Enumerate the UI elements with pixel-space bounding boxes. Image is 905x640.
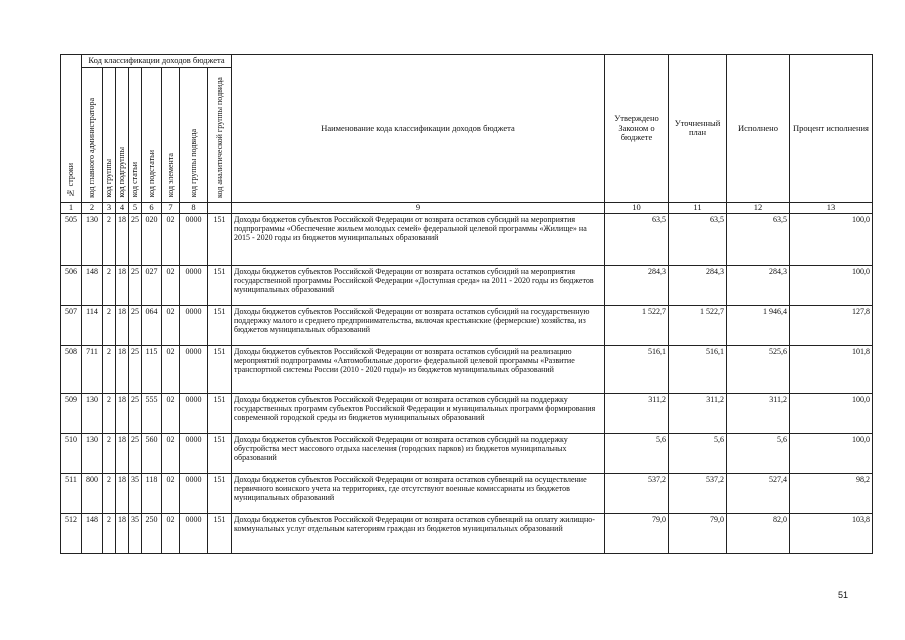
refined-value: 79,0 (669, 513, 727, 553)
revenue-description: Доходы бюджетов субъектов Российской Федерации от возврата остатков субвенций на осуществление первичного воинского учета на территориях, где отсутствуют военные комиссариаты из бюджетов муниципальных образований (232, 473, 605, 513)
code-subtype-group: 0000 (180, 265, 208, 305)
col-number: 12 (727, 202, 790, 213)
col-number: 1 (61, 202, 82, 213)
code-analytic-group: 151 (208, 265, 232, 305)
col-number: 13 (790, 202, 873, 213)
code-element: 02 (162, 305, 180, 345)
approved-value: 5,6 (605, 433, 669, 473)
table-row (61, 393, 873, 433)
revenue-description: Доходы бюджетов субъектов Российской Федерации от возврата остатков субсидий на мероприятия подпрограммы «Обеспечение жильем молодых семей» федеральной целевой программы «Жилище» на 2015 - 2020 годы из бюджетов муниципальных образований (232, 213, 605, 265)
code-element: 02 (162, 473, 180, 513)
code-subgroup: 18 (116, 345, 129, 393)
code-admin: 148 (82, 513, 103, 553)
code-group: 2 (103, 393, 116, 433)
code-subarticle: 115 (142, 345, 162, 393)
code-group: 2 (103, 473, 116, 513)
row-number: 508 (61, 345, 82, 393)
budget-revenue-table (60, 54, 873, 554)
percent-value: 127,8 (790, 305, 873, 345)
revenue-description: Доходы бюджетов субъектов Российской Федерации от возврата остатков субсидий на поддержку государственных программ субъектов Российской Федерации и муниципальных программ формирования современной городской среды из бюджетов муниципальных образований (232, 393, 605, 433)
revenue-description: Доходы бюджетов субъектов Российской Федерации от возврата остатков субсидий на реализацию мероприятий подпрограммы «Автомобильные дороги» федеральной целевой программы «Развитие транспортной системы России (2010 - 2020 годы)» из бюджетов муниципальных образований (232, 345, 605, 393)
table-row (61, 305, 873, 345)
code-analytic-group: 151 (208, 473, 232, 513)
col-number: 4 (116, 202, 129, 213)
header-code-group: Код классификации доходов бюджета (82, 55, 232, 68)
percent-value: 103,8 (790, 513, 873, 553)
column-number-row (61, 202, 873, 213)
col-number: 7 (162, 202, 180, 213)
header-executed: Исполнено (727, 55, 790, 203)
row-number: 510 (61, 433, 82, 473)
code-admin: 130 (82, 433, 103, 473)
code-admin: 148 (82, 265, 103, 305)
col-number: 8 (180, 202, 208, 213)
approved-value: 284,3 (605, 265, 669, 305)
col-number: 11 (669, 202, 727, 213)
executed-value: 1 946,4 (727, 305, 790, 345)
row-number: 507 (61, 305, 82, 345)
code-admin: 130 (82, 213, 103, 265)
code-subarticle: 027 (142, 265, 162, 305)
col-number: 9 (232, 202, 605, 213)
header-row-number: № строки (61, 55, 82, 203)
percent-value: 100,0 (790, 433, 873, 473)
executed-value: 284,3 (727, 265, 790, 305)
refined-value: 537,2 (669, 473, 727, 513)
header-code-element: код элемента (162, 67, 180, 202)
code-subgroup: 18 (116, 393, 129, 433)
code-subtype-group: 0000 (180, 345, 208, 393)
table-row (61, 345, 873, 393)
executed-value: 311,2 (727, 393, 790, 433)
revenue-description: Доходы бюджетов субъектов Российской Федерации от возврата остатков субсидий на государственную поддержку малого и среднего предпринимательства, включая крестьянские (фермерские) хозяйства, из бюджетов муниципальных образований (232, 305, 605, 345)
refined-value: 5,6 (669, 433, 727, 473)
code-article: 25 (129, 393, 142, 433)
page-number: 51 (838, 590, 849, 600)
code-element: 02 (162, 393, 180, 433)
approved-value: 516,1 (605, 345, 669, 393)
header-code-admin: код главного администратора (82, 67, 103, 202)
code-article: 25 (129, 433, 142, 473)
col-number: 2 (82, 202, 103, 213)
code-subtype-group: 0000 (180, 513, 208, 553)
code-article: 25 (129, 265, 142, 305)
code-subarticle: 555 (142, 393, 162, 433)
code-group: 2 (103, 345, 116, 393)
approved-value: 1 522,7 (605, 305, 669, 345)
code-subgroup: 18 (116, 213, 129, 265)
code-analytic-group: 151 (208, 513, 232, 553)
code-subtype-group: 0000 (180, 213, 208, 265)
refined-value: 1 522,7 (669, 305, 727, 345)
code-analytic-group: 151 (208, 213, 232, 265)
code-subgroup: 18 (116, 473, 129, 513)
col-number: 6 (142, 202, 162, 213)
percent-value: 101,8 (790, 345, 873, 393)
approved-value: 79,0 (605, 513, 669, 553)
code-admin: 130 (82, 393, 103, 433)
code-subgroup: 18 (116, 305, 129, 345)
code-admin: 711 (82, 345, 103, 393)
code-element: 02 (162, 433, 180, 473)
percent-value: 100,0 (790, 213, 873, 265)
code-subarticle: 020 (142, 213, 162, 265)
col-number-blank (208, 202, 232, 213)
code-article: 35 (129, 473, 142, 513)
header-approved: Утверждено Законом о бюджете (605, 55, 669, 203)
code-element: 02 (162, 265, 180, 305)
executed-value: 5,6 (727, 433, 790, 473)
code-subarticle: 250 (142, 513, 162, 553)
code-article: 25 (129, 345, 142, 393)
refined-value: 516,1 (669, 345, 727, 393)
revenue-description: Доходы бюджетов субъектов Российской Федерации от возврата остатков субвенций на оплату жилищно-коммунальных услуг отдельным категориям граждан из бюджетов муниципальных образований (232, 513, 605, 553)
header-code-article: код статьи (129, 67, 142, 202)
code-group: 2 (103, 265, 116, 305)
header-percent: Процент исполнения (790, 55, 873, 203)
approved-value: 311,2 (605, 393, 669, 433)
code-subtype-group: 0000 (180, 433, 208, 473)
header-code-group-col: код группы (103, 67, 116, 202)
header-code-subgroup: код подгруппы (116, 67, 129, 202)
refined-value: 63,5 (669, 213, 727, 265)
revenue-description: Доходы бюджетов субъектов Российской Федерации от возврата остатков субсидий на мероприятия государственной программы Российской Федерации «Доступная среда» на 2011 - 2020 годы из бюджетов муниципальных образований (232, 265, 605, 305)
code-group: 2 (103, 213, 116, 265)
header-code-subarticle: код подстатьи (142, 67, 162, 202)
table-row (61, 265, 873, 305)
row-number: 506 (61, 265, 82, 305)
header-refined: Уточненный план (669, 55, 727, 203)
executed-value: 63,5 (727, 213, 790, 265)
table-row (61, 473, 873, 513)
approved-value: 63,5 (605, 213, 669, 265)
code-element: 02 (162, 213, 180, 265)
row-number: 512 (61, 513, 82, 553)
code-article: 25 (129, 213, 142, 265)
header-code-subtype-group: код группы подвида (180, 67, 208, 202)
table-row (61, 513, 873, 553)
code-admin: 800 (82, 473, 103, 513)
col-number: 10 (605, 202, 669, 213)
code-subgroup: 18 (116, 513, 129, 553)
code-analytic-group: 151 (208, 305, 232, 345)
code-subtype-group: 0000 (180, 473, 208, 513)
code-group: 2 (103, 305, 116, 345)
code-group: 2 (103, 433, 116, 473)
col-number: 5 (129, 202, 142, 213)
executed-value: 527,4 (727, 473, 790, 513)
revenue-description: Доходы бюджетов субъектов Российской Федерации от возврата остатков субсидий на поддержку обустройства мест массового отдыха населения (городских парков) из бюджетов муниципальных образований (232, 433, 605, 473)
header-name: Наименование кода классификации доходов бюджета (232, 55, 605, 203)
code-element: 02 (162, 513, 180, 553)
code-group: 2 (103, 513, 116, 553)
code-subtype-group: 0000 (180, 393, 208, 433)
code-subgroup: 18 (116, 433, 129, 473)
refined-value: 311,2 (669, 393, 727, 433)
table-row (61, 433, 873, 473)
approved-value: 537,2 (605, 473, 669, 513)
col-number: 3 (103, 202, 116, 213)
executed-value: 82,0 (727, 513, 790, 553)
percent-value: 100,0 (790, 393, 873, 433)
code-admin: 114 (82, 305, 103, 345)
row-number: 505 (61, 213, 82, 265)
header-code-analytic-group: код аналитической группы подвида (208, 67, 232, 202)
table-row (61, 213, 873, 265)
code-article: 35 (129, 513, 142, 553)
refined-value: 284,3 (669, 265, 727, 305)
executed-value: 525,6 (727, 345, 790, 393)
code-subgroup: 18 (116, 265, 129, 305)
code-analytic-group: 151 (208, 433, 232, 473)
code-subarticle: 560 (142, 433, 162, 473)
row-number: 509 (61, 393, 82, 433)
code-subarticle: 064 (142, 305, 162, 345)
percent-value: 100,0 (790, 265, 873, 305)
code-analytic-group: 151 (208, 393, 232, 433)
code-article: 25 (129, 305, 142, 345)
code-analytic-group: 151 (208, 345, 232, 393)
row-number: 511 (61, 473, 82, 513)
percent-value: 98,2 (790, 473, 873, 513)
code-element: 02 (162, 345, 180, 393)
code-subarticle: 118 (142, 473, 162, 513)
code-subtype-group: 0000 (180, 305, 208, 345)
